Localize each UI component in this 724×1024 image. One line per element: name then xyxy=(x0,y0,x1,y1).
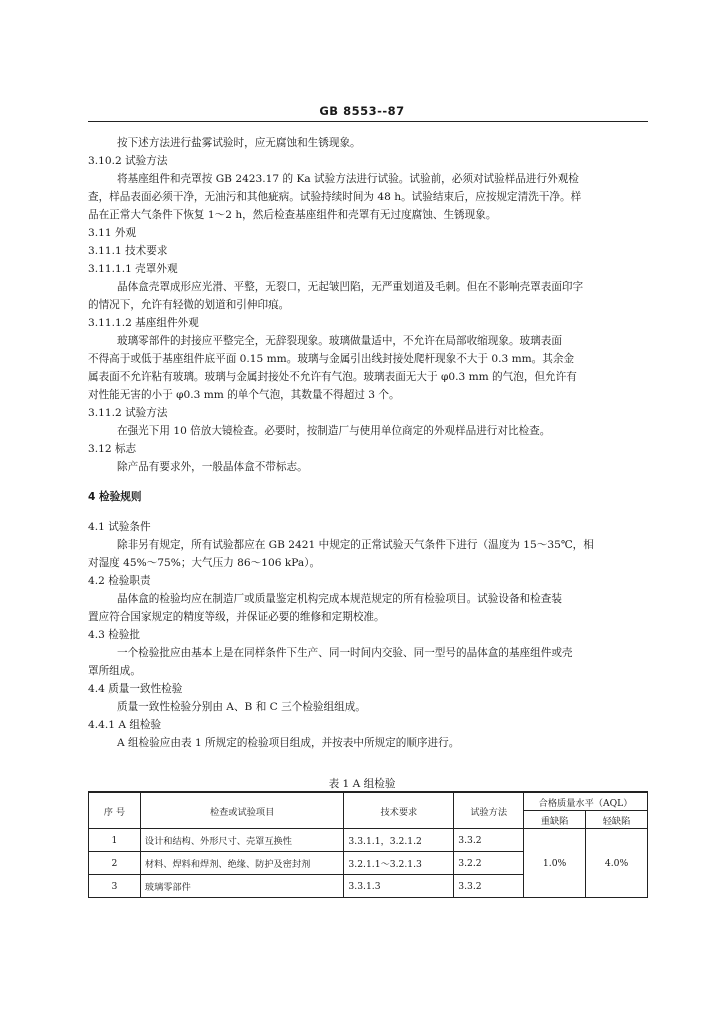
row-requirement: 3.3.1.1，3.2.1.2 xyxy=(344,829,454,852)
body-line: 不得高于或低于基座组件底平面 0.15 mm。玻璃与金属引出线封接处爬杆现象不大于 0.3 mm。其余金 xyxy=(88,353,575,365)
section-heading: 3.11.1.1 壳罩外观 xyxy=(88,263,178,275)
section-heading: 4.1 试验条件 xyxy=(88,521,151,533)
row-seq: 1 xyxy=(89,829,141,852)
body-line: 除非另有规定，所有试验都应在 GB 2421 中规定的正常试验天气条件下进行（温度为 15～35℃，相 xyxy=(117,539,594,551)
body-line: 对湿度 45%～75%；大气压力 86～106 kPa）。 xyxy=(88,557,321,569)
section-heading: 3.11.1 技术要求 xyxy=(88,245,168,257)
body-line: 对性能无害的小于 φ0.3 mm 的单个气泡，其数量不得超过 3 个。 xyxy=(88,389,400,401)
section-heading: 3.11.2 试验方法 xyxy=(88,407,168,419)
body-line: 一个检验批应由基本上是在同样条件下生产、同一时间内交验、同一型号的晶体盒的基座组件或壳 xyxy=(117,647,573,659)
body-line: 将基座组件和壳罩按 GB 2423.17 的 Ka 试验方法进行试验。试验前，必须对试验样品进行外观检 xyxy=(117,173,579,185)
table-row xyxy=(89,829,648,852)
row-seq: 3 xyxy=(89,875,141,898)
section-heading: 3.10.2 试验方法 xyxy=(88,155,168,167)
header-aql: 合格质量水平（AQL） xyxy=(524,792,648,811)
aql-minor-value: 4.0% xyxy=(586,829,648,898)
body-line: 玻璃零部件的封接应平整完全，无辞裂现象。玻璃做量适中，不允许在局部收缩现象。玻璃表面 xyxy=(117,335,562,347)
body-line: 晶体盒的检验均应在制造厂或质量鉴定机构完成本规范规定的所有检验项目。试验设备和检查装 xyxy=(117,593,562,605)
section-heading: 4.3 检验批 xyxy=(88,629,140,641)
body-line: 除产品有要求外，一般晶体盒不带标志。 xyxy=(117,461,308,473)
header-major-defect: 重缺陷 xyxy=(524,811,586,829)
body-line: 属表面不允许粘有玻璃。玻璃与金属封接处不允许有气泡。玻璃表面无大于 φ0.3 mm 的气泡，但允许有 xyxy=(88,371,577,383)
body-line: 品在正常大气条件下恢复 1～2 h，然后检查基座组件和壳罩有无过度腐蚀、生锈现象。 xyxy=(88,209,497,221)
header-method: 试验方法 xyxy=(454,792,524,829)
body-line: 晶体盒壳罩成形应光滑、平整，无裂口，无起皱凹陷，无严重划道及毛刺。但在不影响壳罩表面印字 xyxy=(117,281,584,293)
row-item: 材料、焊料和焊剂、绝缘、防护及密封剂 xyxy=(140,852,344,875)
header-item: 检查或试验项目 xyxy=(140,792,344,829)
body-line: 的情况下，允许有轻微的划道和引伸印痕。 xyxy=(88,299,290,311)
header-seq: 序 号 xyxy=(89,792,141,829)
section-heading: 3.11 外观 xyxy=(88,227,137,239)
body-line: 查，样品表面必须干净，无油污和其他疵病。试验持续时间为 48 h。试验结束后，应按规定清洗干净。样 xyxy=(88,191,582,203)
body-line: 置应符合国家规定的精度等级，并保证必要的维修和定期校准。 xyxy=(88,611,385,623)
section-heading: 3.11.1.2 基座组件外观 xyxy=(88,317,199,329)
body-line: 在强光下用 10 倍放大镜检查。必要时，按制造厂与使用单位商定的外观样品进行对比检查。 xyxy=(117,425,551,437)
table-caption: 表 1 A 组检验 xyxy=(328,778,396,790)
standard-code-header: GB 8553--87 xyxy=(319,104,405,118)
body-line: 质量一致性检验分别由 A、B 和 C 三个检验组组成。 xyxy=(117,701,366,713)
header-requirement: 技术要求 xyxy=(344,792,454,829)
header-rule xyxy=(88,121,648,122)
row-method: 3.3.2 xyxy=(454,829,524,852)
row-requirement: 3.3.1.3 xyxy=(344,875,454,898)
section-heading: 4.4.1 A 组检验 xyxy=(88,719,162,731)
body-line: 按下述方法进行盐雾试验时，应无腐蚀和生锈现象。 xyxy=(117,137,361,149)
row-item: 设计和结构、外形尺寸、壳罩互换性 xyxy=(140,829,344,852)
section-heading: 3.12 标志 xyxy=(88,443,137,455)
section-heading: 4.2 检验职责 xyxy=(88,575,151,587)
section-heading: 4 检验规则 xyxy=(88,491,142,503)
a-group-inspection-table xyxy=(88,791,648,898)
row-requirement: 3.2.1.1～3.2.1.3 xyxy=(344,852,454,875)
body-line: 罩所组成。 xyxy=(88,665,141,677)
row-item: 玻璃零部件 xyxy=(140,875,344,898)
row-seq: 2 xyxy=(89,852,141,875)
header-minor-defect: 轻缺陷 xyxy=(586,811,648,829)
aql-major-value: 1.0% xyxy=(524,829,586,898)
row-method: 3.3.2 xyxy=(454,875,524,898)
section-heading: 4.4 质量一致性检验 xyxy=(88,683,183,695)
row-method: 3.2.2 xyxy=(454,852,524,875)
body-line: A 组检验应由表 1 所规定的检验项目组成，并按表中所规定的顺序进行。 xyxy=(117,737,460,749)
